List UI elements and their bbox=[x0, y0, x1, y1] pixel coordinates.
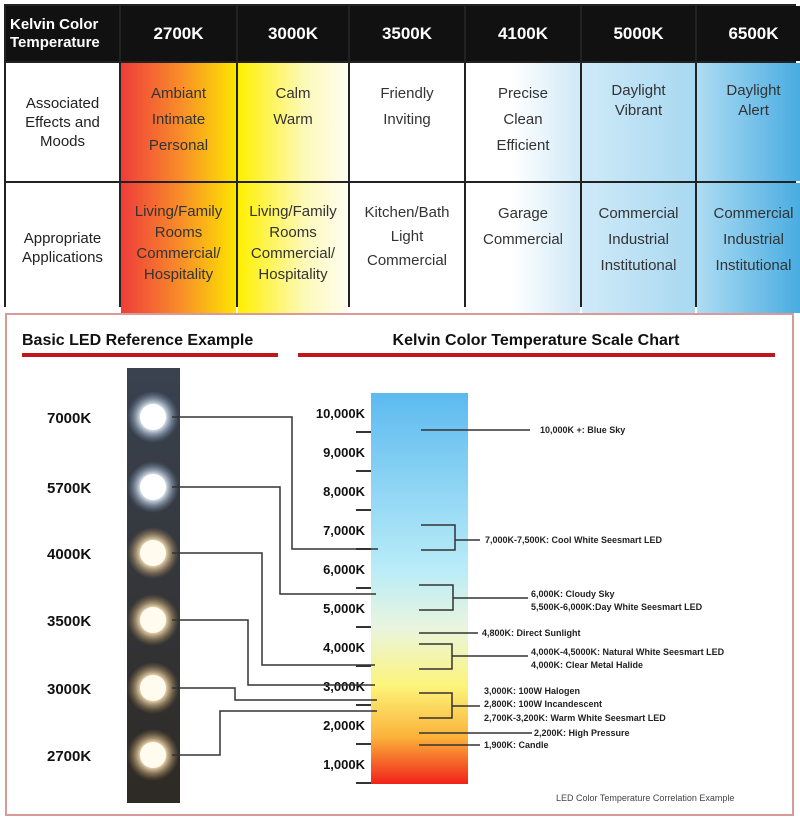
cell-text: Industrial bbox=[608, 231, 669, 248]
led-label: 4000K bbox=[47, 546, 92, 563]
led-label: 3500K bbox=[47, 613, 92, 630]
led-label: 5700K bbox=[47, 480, 92, 497]
annotation: 2,200K: High Pressure bbox=[534, 728, 630, 738]
led-bulb-icon bbox=[140, 474, 166, 500]
annotation: 5,500K-6,000K:Day White Seesmart LED bbox=[531, 602, 703, 612]
cell-text: Daylight bbox=[726, 82, 781, 99]
scale-tick-label: 3,000K bbox=[323, 679, 365, 694]
header-6500k: 6500K bbox=[697, 6, 800, 61]
scale-title-underline bbox=[298, 353, 775, 357]
cell-text: Light bbox=[390, 228, 424, 245]
scale-tick-label: 2,000K bbox=[323, 718, 365, 733]
cell-text: Personal bbox=[148, 137, 209, 154]
cell-text: Institutional bbox=[600, 257, 677, 274]
cell-text: Precise bbox=[497, 85, 549, 102]
cell-text: Alert bbox=[738, 102, 769, 119]
scale-title: Kelvin Color Temperature Scale Chart bbox=[392, 332, 680, 349]
scale-tick-label: 4,000K bbox=[323, 640, 365, 655]
header-5000k: 5000K bbox=[582, 6, 695, 61]
cell-text: Commercial bbox=[366, 252, 447, 269]
cell-text: Hospitality bbox=[258, 266, 328, 283]
cell-text: Vibrant bbox=[614, 102, 663, 119]
cell-text: Rooms bbox=[154, 224, 203, 241]
scale-tick-label: 8,000K bbox=[323, 484, 365, 499]
scale-tick-label: 7,000K bbox=[323, 523, 365, 538]
led-title-underline bbox=[22, 353, 278, 357]
header-4100k: 4100K bbox=[466, 6, 580, 61]
footer-caption: LED Color Temperature Correlation Example bbox=[556, 793, 735, 803]
cell-text: Hospitality bbox=[143, 266, 214, 283]
annotation: 10,000K +: Blue Sky bbox=[540, 425, 626, 435]
cell-text: Garage bbox=[497, 205, 549, 222]
led-bulb-icon bbox=[140, 607, 166, 633]
scale-tick-label: 5,000K bbox=[323, 601, 365, 616]
cell-text: Friendly bbox=[380, 85, 434, 102]
annotation: 2,700K-3,200K: Warm White Seesmart LED bbox=[484, 713, 666, 723]
cell-text: Living/Family bbox=[134, 203, 223, 220]
led-bulb-icon bbox=[140, 540, 166, 566]
annotation: 3,000K: 100W Halogen bbox=[484, 686, 581, 696]
scale-tick-label: 1,000K bbox=[323, 757, 365, 772]
header-3000k: 3000K bbox=[238, 6, 348, 61]
cell-text: Commercial/ bbox=[250, 245, 336, 262]
cell-text: Commercial/ bbox=[136, 245, 221, 262]
scale-tick-label: 10,000K bbox=[315, 406, 365, 421]
row-label-applications: Appropriate Applications bbox=[6, 183, 119, 313]
cell-text: Calm bbox=[275, 85, 311, 102]
annotation: 6,000K: Cloudy Sky bbox=[531, 589, 615, 599]
cell-text: Commercial bbox=[482, 231, 563, 248]
annotation: 2,800K: 100W Incandescent bbox=[484, 699, 603, 709]
annotation: 4,000K-4,5000K: Natural White Seesmart LED bbox=[531, 647, 725, 657]
cell-text: Commercial bbox=[598, 205, 679, 222]
header-2700k: 2700K bbox=[121, 6, 236, 61]
cell-text: Warm bbox=[273, 111, 313, 128]
cell-text: Inviting bbox=[383, 111, 431, 128]
scale-tick-label: 6,000K bbox=[323, 562, 365, 577]
cell-text: Kitchen/Bath bbox=[364, 204, 450, 221]
led-title: Basic LED Reference Example bbox=[22, 332, 254, 349]
led-bulb-icon bbox=[140, 404, 166, 430]
annotation: 4,000K: Clear Metal Halide bbox=[531, 660, 644, 670]
annotation: 1,900K: Candle bbox=[484, 740, 549, 750]
corner-header: Kelvin Color Temperature bbox=[6, 6, 119, 61]
cell-text: Institutional bbox=[715, 257, 792, 274]
led-bulb-icon bbox=[140, 742, 166, 768]
led-label: 2700K bbox=[47, 748, 92, 765]
cell-text: Efficient bbox=[496, 137, 550, 154]
scale-tick-label: 9,000K bbox=[323, 445, 365, 460]
cell-text: Ambiant bbox=[150, 85, 207, 102]
cell-text: Daylight bbox=[611, 82, 666, 99]
connector-lines bbox=[172, 417, 532, 755]
annotation: 4,800K: Direct Sunlight bbox=[482, 628, 581, 638]
led-bulb-icon bbox=[140, 675, 166, 701]
cell-text: Industrial bbox=[723, 231, 784, 248]
cell-text: Living/Family bbox=[249, 203, 337, 220]
cell-text: Commercial bbox=[713, 205, 794, 222]
cell-text: Intimate bbox=[151, 111, 206, 128]
led-label: 3000K bbox=[47, 681, 92, 698]
cell-text: Clean bbox=[503, 111, 543, 128]
header-3500k: 3500K bbox=[350, 6, 464, 61]
annotation: 7,000K-7,500K: Cool White Seesmart LED bbox=[485, 535, 663, 545]
led-label: 7000K bbox=[47, 410, 92, 427]
cell-text: Rooms bbox=[269, 224, 317, 241]
row-label-moods: Associated Effects and Moods bbox=[6, 63, 119, 181]
